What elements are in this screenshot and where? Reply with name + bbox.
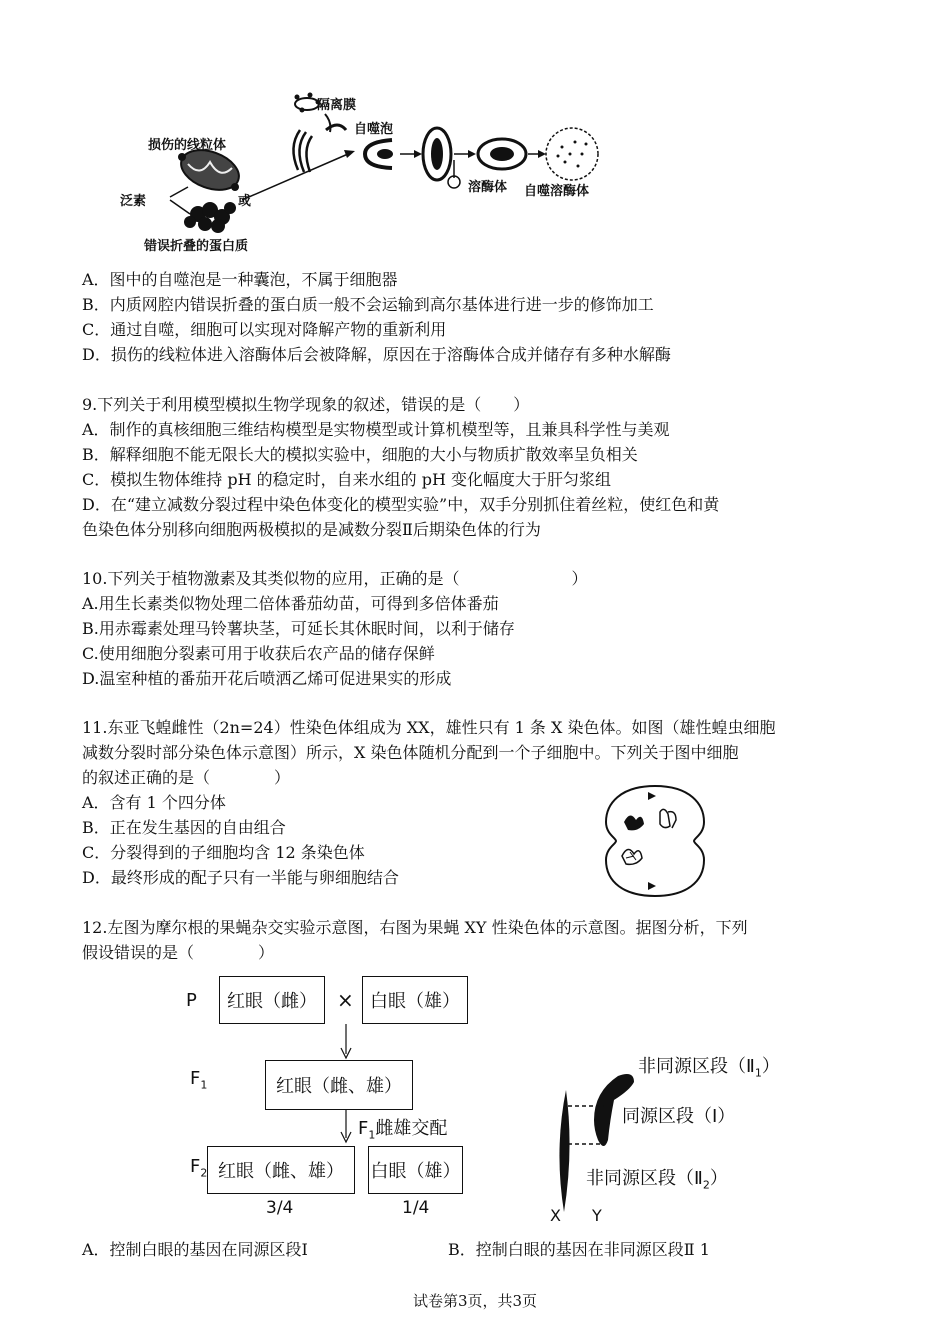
q10-option-b: B.用赤霉素处理马铃薯块茎，可延长其休眠时间，以利于储存	[82, 619, 515, 638]
p-male-box	[362, 976, 468, 1024]
xy-nonhomologous-2-text: 非同源区段（Ⅱ	[586, 1168, 703, 1189]
f1-mating-sub: 1	[368, 1128, 376, 1142]
q9-option-b: B．解释细胞不能无限长大的模拟实验中，细胞的大小与物质扩散效率呈负相关	[82, 445, 638, 464]
q12-stem-1: 12.左图为摩尔根的果蝇杂交实验示意图，右图为果蝇 XY 性染色体的示意图。据图分析，下列	[82, 918, 748, 937]
p-label: P	[186, 990, 197, 1011]
q12-option-b: B．控制白眼的基因在非同源区段Ⅱ 1	[448, 1240, 710, 1259]
q12-option-a: A．控制白眼的基因在同源区段Ⅰ	[82, 1240, 308, 1259]
xy-nonhomologous-2	[586, 1164, 728, 1192]
f2-label	[190, 1156, 207, 1180]
q8-option-b: B．内质网腔内错误折叠的蛋白质一般不会运输到高尔基体进行进一步的修饰加工	[82, 295, 654, 314]
label-misfolded: 错误折叠的蛋白质	[144, 239, 249, 254]
cell-division-diagram	[600, 782, 710, 900]
q11-stem-1: 11.东亚飞蝗雌性（2n=24）性染色体组成为 XX，雄性只有 1 条 X 染色体。如图（雄性蝗虫细胞	[82, 718, 776, 737]
f2-red-box	[207, 1146, 355, 1194]
xy-diagram	[540, 1040, 840, 1230]
label-lysosome: 溶酶体	[468, 180, 508, 195]
page-footer: 试卷第3页，共3页	[412, 1292, 538, 1310]
q8-option-d: D．损伤的线粒体进入溶酶体后会被降解，原因在于溶酶体合成并储存有多种水解酶	[82, 345, 671, 364]
q9-stem: 9.下列关于利用模型模拟生物学现象的叙述，错误的是（ ）	[82, 395, 530, 414]
label-or: 或	[238, 194, 252, 209]
f2-red-text: 红眼（雌、雄）	[218, 1161, 344, 1182]
xy-nonhomologous-2-sub: 2	[702, 1178, 710, 1192]
q9-option-a: A．制作的真核细胞三维结构模型是实物模型或计算机模型等，且兼具科学性与美观	[82, 420, 670, 439]
f1-label	[190, 1068, 207, 1092]
label-autophagosome: 自噬泡	[354, 122, 394, 137]
xy-label-x: X	[550, 1206, 561, 1225]
autophagy-diagram	[110, 92, 630, 257]
q10-option-a: A.用生长素类似物处理二倍体番茄幼苗，可得到多倍体番茄	[82, 594, 499, 613]
xy-nonhomologous-1	[638, 1052, 780, 1080]
er-stack-icon	[293, 130, 312, 172]
q11-option-c: C．分裂得到的子细胞均含 12 条染色体	[82, 843, 365, 862]
f2-sub: 2	[200, 1166, 208, 1180]
p-female-box	[219, 976, 325, 1024]
f1-mating-prefix: F	[358, 1118, 369, 1139]
ratio-red: 3/4	[266, 1198, 294, 1218]
q9-option-c: C．模拟生物体维持 pH 的稳定时，自来水组的 pH 变化幅度大于肝匀浆组	[82, 470, 611, 489]
label-ubiquitin: 泛素	[120, 194, 147, 209]
xy-label-y: Y	[592, 1206, 602, 1225]
p-male-text: 白眼（雄）	[370, 991, 460, 1012]
q10-option-c: C.使用细胞分裂素可用于收获后农产品的储存保鲜	[82, 644, 435, 663]
q11-option-b: B．正在发生基因的自由组合	[82, 818, 286, 837]
cell-division-figure	[600, 782, 710, 900]
f1-box-text: 红眼（雌、雄）	[276, 1076, 402, 1097]
f1-mating-label	[358, 1114, 447, 1142]
f1-mating-text: 雌雄交配	[375, 1118, 448, 1139]
f2-white-text: 白眼（雄）	[370, 1161, 461, 1182]
q11-option-d: D．最终形成的配子只有一半能与卵细胞结合	[82, 868, 399, 887]
xy-nonhomologous-1-close: ）	[761, 1056, 780, 1077]
xy-homologous: 同源区段（Ⅰ）	[622, 1106, 736, 1127]
label-damaged-mito: 损伤的线粒体	[148, 138, 227, 153]
xy-nonhomologous-1-sub: 1	[754, 1066, 762, 1080]
f2-letter: F	[190, 1156, 201, 1177]
f1-letter: F	[190, 1068, 201, 1089]
label-isolation-membrane: 隔离膜	[317, 98, 357, 113]
cross-sign: ×	[337, 988, 354, 1012]
arrow-p-to-f1	[336, 1024, 356, 1062]
label-autolysosome: 自噬溶酶体	[524, 184, 590, 199]
ratio-white: 1/4	[402, 1198, 430, 1218]
q9-option-d-cont: 色染色体分别移向细胞两极模拟的是减数分裂Ⅱ后期染色体的行为	[82, 520, 541, 539]
misfolded-protein-icon	[184, 202, 236, 233]
q12-stem-2: 假设错误的是（ ）	[82, 943, 275, 962]
q10-option-d: D.温室种植的番茄开花后喷洒乙烯可促进果实的形成	[82, 669, 452, 688]
f1-sub: 1	[200, 1078, 208, 1092]
arrow-f1-to-f2	[336, 1110, 356, 1146]
xy-nonhomologous-1-text: 非同源区段（Ⅱ	[638, 1056, 755, 1077]
autophagy-figure	[110, 92, 630, 257]
xy-nonhomologous-2-close: ）	[709, 1168, 728, 1189]
f1-box	[265, 1060, 413, 1110]
q11-stem-3: 的叙述正确的是（ ）	[82, 768, 291, 787]
q11-stem-2: 减数分裂时部分染色体示意图）所示，X 染色体随机分配到一个子细胞中。下列关于图中细胞	[82, 743, 739, 762]
f2-white-box	[368, 1146, 463, 1194]
q11-option-a: A．含有 1 个四分体	[82, 793, 226, 812]
q8-option-c: C．通过自噬，细胞可以实现对降解产物的重新利用	[82, 320, 447, 339]
p-female-text: 红眼（雌）	[227, 991, 317, 1012]
q8-option-a: A．图中的自噬泡是一种囊泡，不属于细胞器	[82, 270, 398, 289]
q10-stem: 10.下列关于植物激素及其类似物的应用，正确的是（ ）	[82, 569, 588, 588]
q9-option-d: D．在“建立减数分裂过程中染色体变化的模型实验”中，双手分别抓住着丝粒，使红色和黄	[82, 495, 720, 514]
